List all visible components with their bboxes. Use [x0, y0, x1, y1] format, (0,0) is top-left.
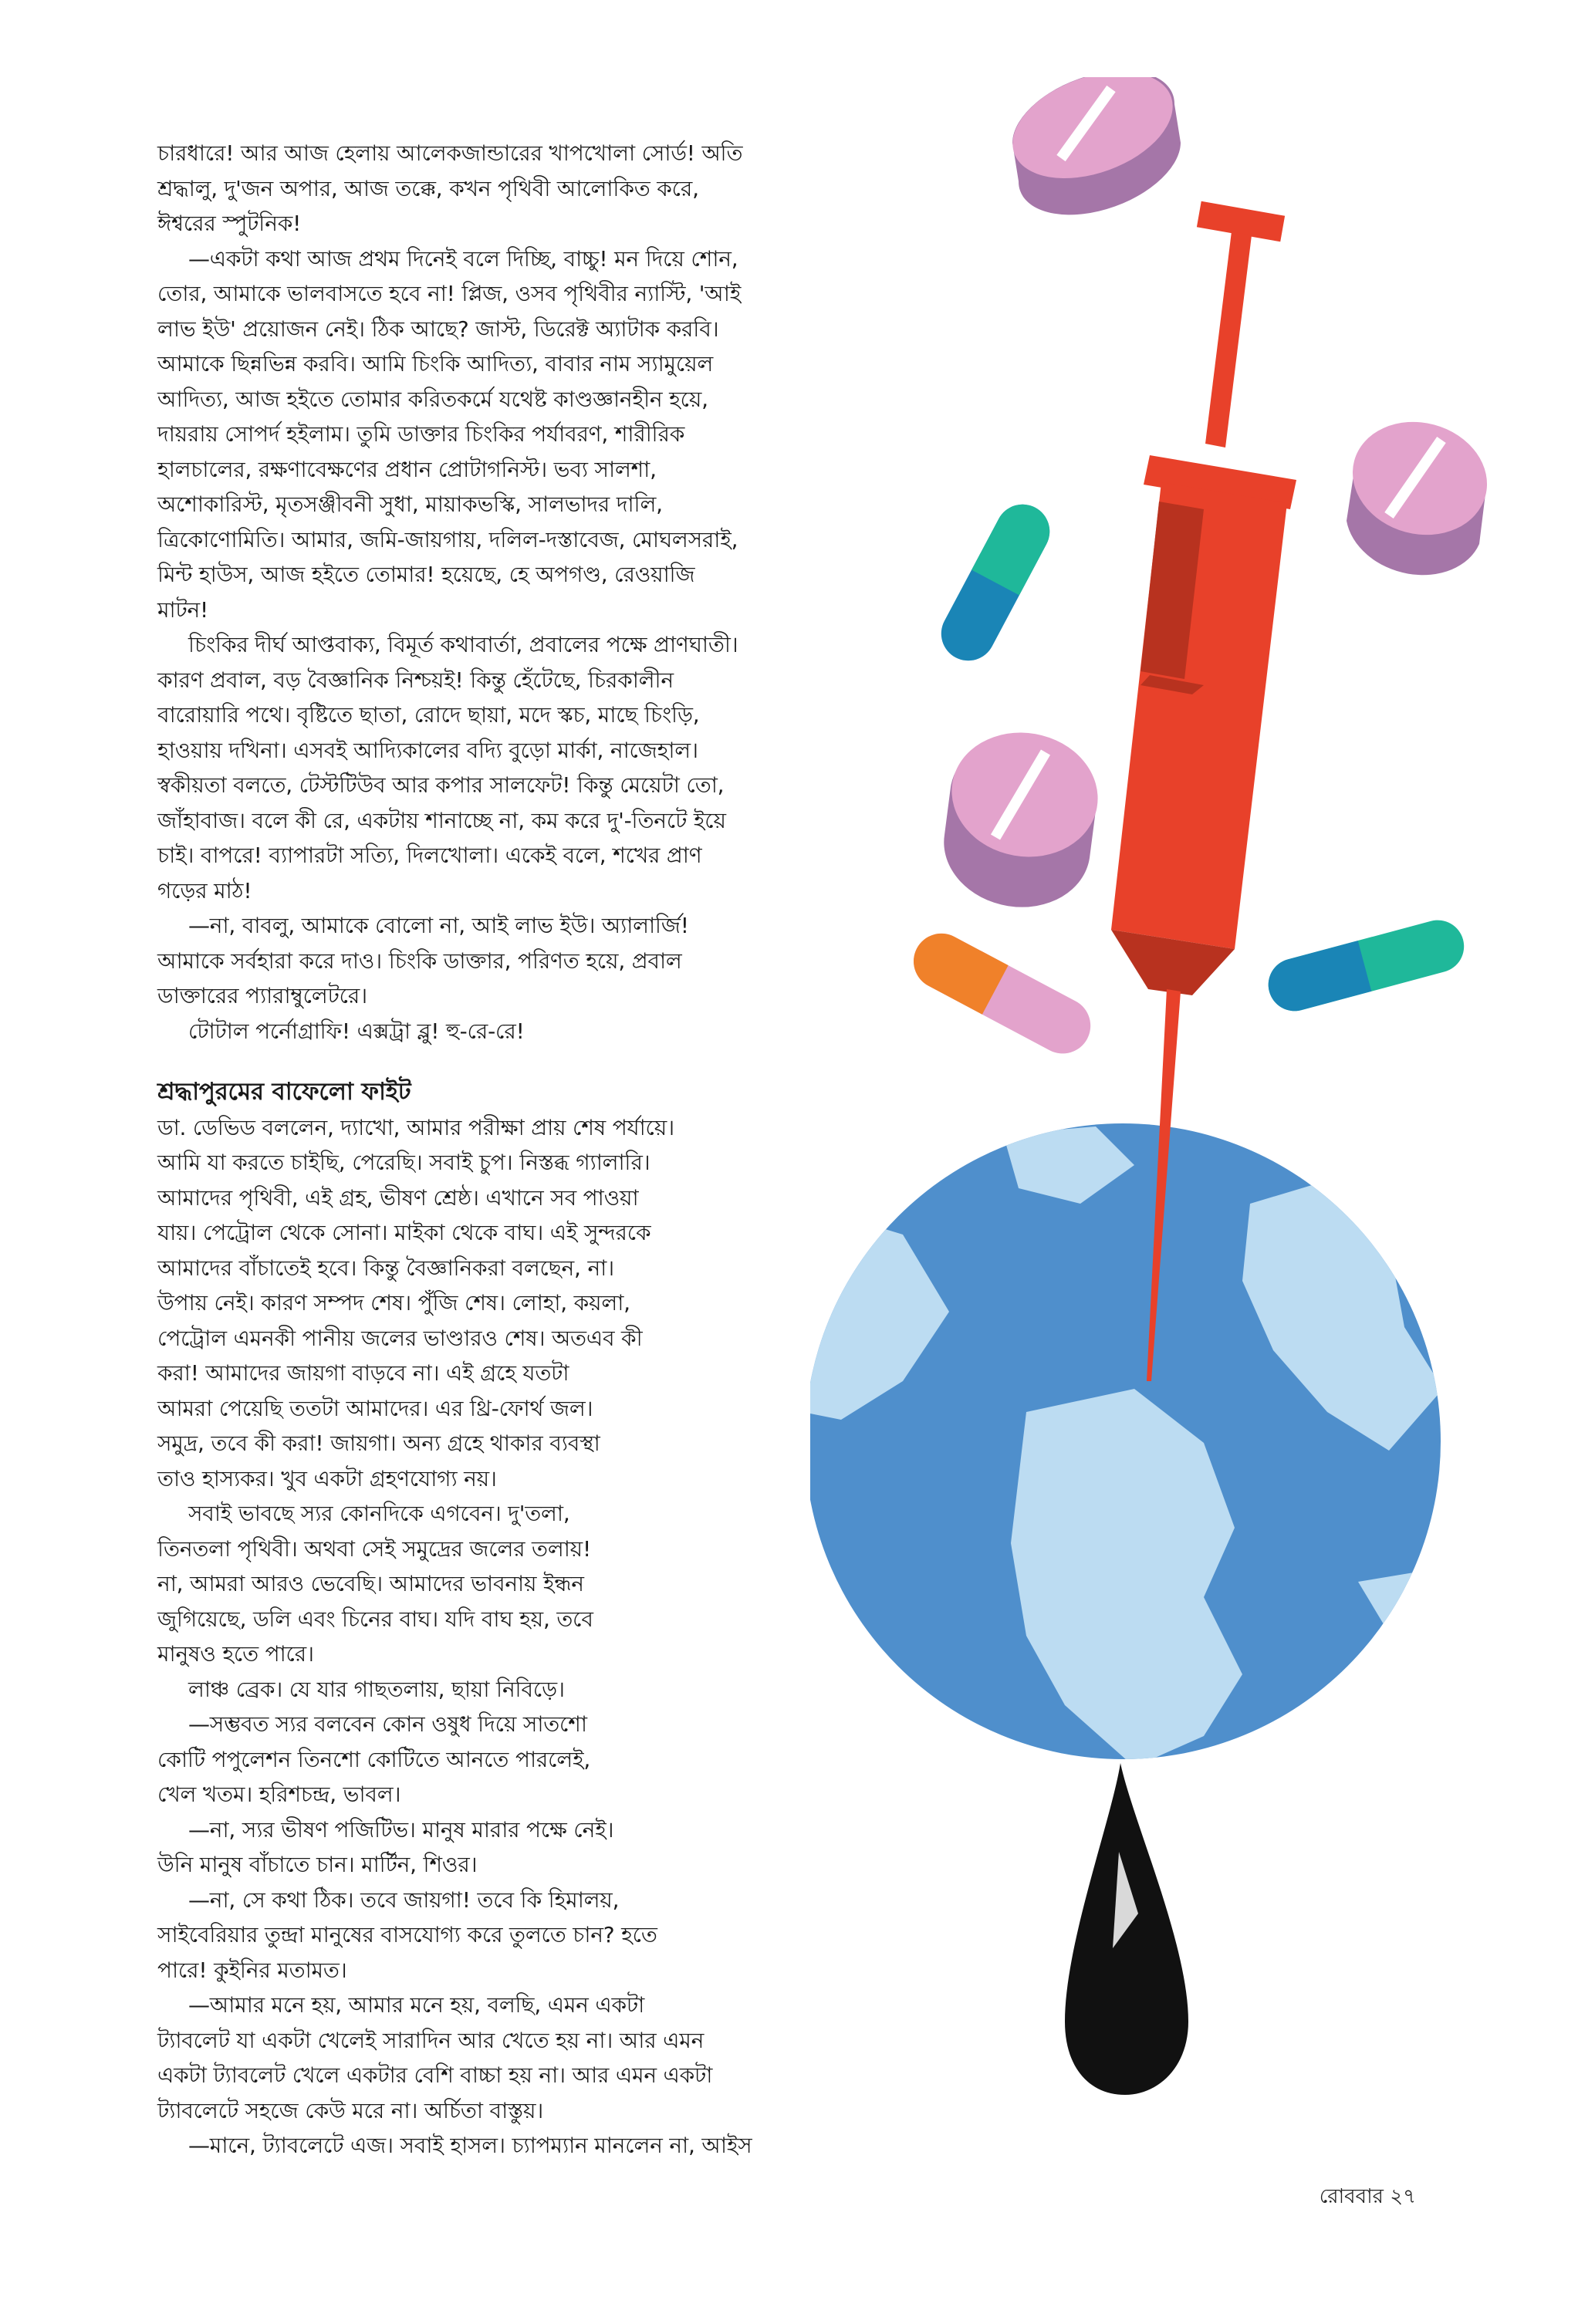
text-line: চাই। বাপরে! ব্যাপারটা সত্যি, দিলখোলা। একেই বলে, শখের প্রাণ [157, 843, 702, 868]
text-line: তোর, আমাকে ভালবাসতে হবে না! প্লিজ, ওসব পৃথিবীর ন্যাস্টি, 'আই [157, 281, 742, 306]
text-line: বারোয়ারি পথে। বৃষ্টিতে ছাতা, রোদে ছায়া, মদে স্কচ, মাছে চিংড়ি, [157, 702, 700, 728]
text-line: লাঞ্চ ব্রেক। যে যার গাছতলায়, ছায়া নিবিড়ে। [188, 1676, 565, 1702]
text-line: কোটি পপুলেশন তিনশো কোটিতে আনতে পারলেই, [157, 1746, 591, 1772]
paragraph-12 [157, 1988, 836, 2128]
text-line: আমাকে সর্বহারা করে দাও। চিংকি ডাক্তার, পরিণত হয়ে, প্রবাল [157, 948, 682, 974]
text-line: সাইবেরিয়ার তুন্দ্রা মানুষের বাসযোগ্য করে তুলতে চান? হতে [157, 1922, 657, 1947]
text-line: —না, বাবলু, আমাকে বোলো না, আই লাভ ইউ। অ্যালার্জি! [188, 913, 689, 938]
text-line: —সম্ভবত স্যর বলবেন কোন ওষুধ দিয়ে সাতশো [188, 1711, 587, 1737]
text-line: হালচালের, রক্ষণাবেক্ষণের প্রধান প্রোটাগনিস্ট। ভব্য সালশা, [157, 456, 657, 482]
text-line: তাও হাস্যকর। খুব একটা গ্রহণযোগ্য নয়। [157, 1465, 497, 1491]
text-line: উনি মানুষ বাঁচাতে চান। মার্টিন, শিওর। [157, 1852, 478, 1877]
page-number: ২৭ [1390, 2185, 1416, 2208]
pill-right-icon [1340, 407, 1499, 576]
text-line: —মানে, ট্যাবলেটে এজ। সবাই হাসল। চ্যাপম্যান মানলেন না, আইস [188, 2133, 752, 2158]
text-line: কারণ প্রবাল, বড় বৈজ্ঞানিক নিশ্চয়ই! কিন্তু হেঁটেছে, চিরকালীন [157, 667, 674, 693]
text-line: ত্রিকোণোমিতি। আমার, জমি-জায়গায়, দলিল-দস্তাবেজ, মোঘলসরাই, [157, 526, 738, 552]
syringe-earth-illustration [810, 77, 1595, 2160]
text-line: আমাদের পৃথিবী, এই গ্রহ, ভীষণ শ্রেষ্ঠ। এখানে সব পাওয়া [157, 1184, 639, 1211]
text-line: যায়। পেট্রোল থেকে সোনা। মাইকা থেকে বাঘ। এই সুন্দরকে [157, 1220, 651, 1245]
section-heading: শ্রদ্ধাপুরমের বাফেলো ফাইট [157, 1078, 411, 1106]
text-line: —আমার মনে হয়, আমার মনে হয়, বলছি, এমন একটা [188, 1992, 645, 2018]
paragraph-10 [157, 1812, 836, 1883]
text-line: পারে! কুইনির মতামত। [157, 1957, 347, 1983]
text-line: আমি যা করতে চাইছি, পেরেছি। সবাই চুপ। নিস্তব্ধ গ্যালারি। [157, 1150, 651, 1175]
paragraph-1 [157, 136, 836, 242]
text-line: পেট্রোল এমনকী পানীয় জলের ভাণ্ডারও শেষ। অতএব কী [157, 1325, 643, 1351]
text-line: অশোকারিস্ট, মৃতসঞ্জীবনী সুধা, মায়াকভস্কি, সালভাদর দালি, [157, 491, 663, 517]
paragraph-8 [157, 1672, 836, 1708]
text-line: আমরা পেয়েছি ততটা আমাদের। এর থ্রি-ফোর্থ জল। [157, 1395, 593, 1421]
text-line: ট্যাবলেট যা একটা খেলেই সারাদিন আর খেতে হয় না। আর এমন [157, 2027, 705, 2053]
text-line: মাটন! [157, 596, 209, 623]
magazine-name: রোববার [1319, 2185, 1384, 2208]
text-line: গড়ের মাঠ! [157, 877, 252, 904]
text-line: —একটা কথা আজ প্রথম দিনেই বলে দিচ্ছি, বাচ্চু! মন দিয়ে শোন, [188, 245, 738, 272]
text-line: তিনতলা পৃথিবী। অথবা সেই সমুদ্রের জলের তলায়! [157, 1535, 591, 1562]
text-line: চারধারে! আর আজ হেলায় আলেকজান্ডারের খাপখোলা সোর্ড! অতি [157, 140, 743, 166]
paragraph-4 [157, 908, 836, 1014]
text-line: আদিত্য, আজ হইতে তোমার করিতকর্মে যথেষ্ট কাণ্ডজ্ঞানহীন হয়ে, [157, 386, 708, 412]
paragraph-11 [157, 1883, 836, 1988]
text-line: চিংকির দীর্ঘ আপ্তবাক্য, বিমূর্ত কথাবার্তা, প্রবালের পক্ষে প্রাণঘাতী। [188, 632, 738, 657]
text-line: সমুদ্র, তবে কী করা! জায়গা। অন্য গ্রহে থাকার ব্যবস্থা [157, 1431, 600, 1456]
text-line: হাওয়ায় দখিনা। এসবই আদ্যিকালের বদ্যি বুড়ো মার্কা, নাজেহাল। [157, 737, 698, 763]
globe-icon [810, 1123, 1466, 1767]
text-line: একটা ট্যাবলেট খেলে একটার বেশি বাচ্চা হয় না। আর এমন একটা [157, 2062, 713, 2088]
capsule-left-icon [931, 495, 1059, 670]
text-line: —না, স্যর ভীষণ পজিটিভ। মানুষ মারার পক্ষে নেই। [188, 1816, 614, 1843]
text-line: উপায় নেই। কারণ সম্পদ শেষ। পুঁজি শেষ। লোহা, কয়লা, [157, 1290, 630, 1316]
paragraph-3 [157, 627, 836, 908]
capsule-right-icon [1262, 914, 1470, 1017]
text-line: দায়রায় সোপর্দ হইলাম। তুমি ডাক্তার চিংকির পর্যাবরণ, শারীরিক [157, 421, 685, 447]
text-line: করা! আমাদের জায়গা বাড়বে না। এই গ্রহে যতটা [157, 1360, 569, 1386]
paragraph-7 [157, 1496, 836, 1672]
text-line: জাঁহাবাজ। বলে কী রে, একটায় শানাচ্ছে না, কম করে দু'-তিনটে ইয়ে [157, 807, 726, 833]
drop-icon [1065, 1763, 1188, 2095]
text-line: আমাদের বাঁচাতেই হবে। কিন্তু বৈজ্ঞানিকরা বলছেন, না। [157, 1255, 614, 1281]
text-line: শ্রদ্ধালু, দু'জন অপার, আজ তক্কে, কখন পৃথিবী আলোকিত করে, [157, 175, 699, 201]
text-line: জুগিয়েছে, ডলি এবং চিনের বাঘ। যদি বাঘ হয়, তবে [157, 1606, 593, 1632]
text-line: ডাক্তারের প্যারাম্বুলেটরে। [157, 983, 367, 1008]
pill-top-icon [998, 77, 1187, 214]
text-line: ঈশ্বরের স্পুটনিক! [157, 211, 302, 236]
pill-left-icon [942, 721, 1108, 907]
text-line: আমাকে ছিন্নভিন্ন করবি। আমি চিংকি আদিত্য, বাবার নাম স্যামুয়েল [157, 351, 714, 377]
text-line: সবাই ভাবছে স্যর কোনদিকে এগবেন। দু'তলা, [188, 1501, 570, 1526]
text-line: ট্যাবলেটে সহজে কেউ মরে না। অর্চিতা বাস্তুয়। [157, 2097, 544, 2123]
text-line: —না, সে কথা ঠিক। তবে জায়গা! তবে কি হিমালয়, [188, 1887, 620, 1913]
text-line: না, আমরা আরও ভেবেছি। আমাদের ভাবনায় ইন্ধন [157, 1571, 584, 1596]
text-line: মিন্ট হাউস, আজ হইতে তোমার! হয়েছে, হে অপগণ্ড, রেওয়াজি [157, 562, 695, 587]
capsule-orange-pink-icon [904, 924, 1100, 1063]
text-line: লাভ ইউ' প্রয়োজন নেই। ঠিক আছে? জাস্ট, ডিরেক্ট অ্যাটাক করবি। [157, 316, 719, 342]
paragraph-9 [157, 1707, 836, 1812]
page-footer [1320, 2180, 1416, 2214]
text-line: মানুষও হতে পারে। [157, 1641, 314, 1667]
paragraph-2 [157, 242, 836, 628]
paragraph-13 [157, 2128, 836, 2164]
text-line: টোটাল পর্নোগ্রাফি! এক্সট্রা ব্লু! হু-রে-রে! [188, 1018, 525, 1044]
text-line: স্বকীয়তা বলতে, টেস্টটিউব আর কপার সালফেট! কিন্তু মেয়েটা তো, [157, 772, 725, 798]
article-body [157, 136, 836, 2164]
text-line: ডা. ডেভিড বললেন, দ্যাখো, আমার পরীক্ষা প্রায় শেষ পর্যায়ে। [157, 1114, 674, 1140]
text-line: খেল খতম। হরিশচন্দ্র, ভাবল। [157, 1782, 401, 1807]
paragraph-6 [157, 1110, 836, 1497]
paragraph-5 [157, 1014, 836, 1049]
